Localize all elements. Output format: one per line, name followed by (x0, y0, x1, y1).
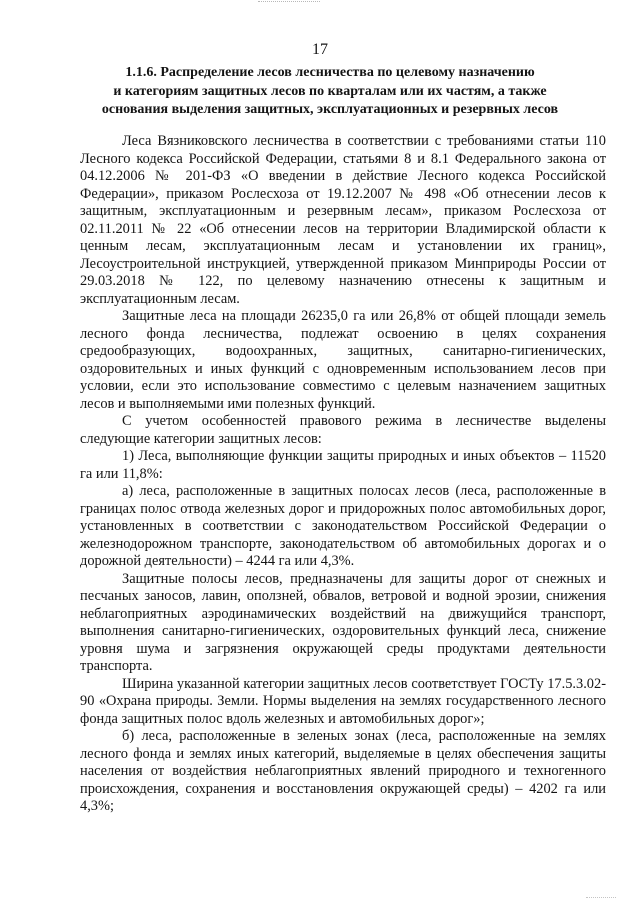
paragraph-category-1: 1) Леса, выполняющие функции защиты природных и иных объектов – 11520 га или 11,8%: (80, 448, 606, 482)
heading-line-2: и категориям защитных лесов по кварталам или их частям, а также (113, 83, 547, 99)
paragraph-strip-width-gost: Ширина указанной категории защитных лесов соответствует ГОСТу 17.5.3.02-90 «Охрана природы. Земли. Нормы выделения на землях государственного лесного фонда защитных полос вдоль железных и автомобильных дорог»; (80, 675, 606, 727)
scan-artifact (258, 1, 320, 5)
paragraph-category-1a: а) леса, расположенные в защитных полосах лесов (леса, расположенные в границах полос отвода железных дорог и придорожных полос автомобильных дорог, установленных в соответствии с законодательством Российской Федерации о железнодорожном транспорте, законодательством об автомобильных дорогах и о дорожной деятельности) – 4244 га или 4,3%. (80, 483, 606, 569)
heading-line-1: 1.1.6. Распределение лесов лесничества по целевому назначению (125, 65, 535, 80)
paragraph-category-1b: б) леса, расположенные в зеленых зонах (леса, расположенные на землях лесного фонда и землях иных категорий, выделяемые в целях обеспечения защиты населения от воздействия неблагоприятных явлений природного и техногенного происхождения, сохранения и восстановления окружающей среды) – 4202 га или 4,3%; (80, 728, 606, 814)
paragraph-legal-basis: Леса Вязниковского лесничества в соответствии с требованиями статьи 110 Лесного кодекса Российской Федерации, статьями 8 и 8.1 Федерального закона от 04.12.2006 № 201-ФЗ «О введении в действие Лесного кодекса Российской Федерации», приказом Рослесхоза от 19.12.2007 № 498 «Об отнесении лесов к защитным, эксплуатационным и резервным лесам», приказом Рослесхоза от 02.11.2011 № 22 «Об отнесении лесов на территории Владимирской области к ценным лесам, эксплуатационным лесам и установлении их границ», Лесоустроительной инструкцией, утвержденной приказом Минприроды России от 29.03.2018 № 122, по целевому назначению отнесены к защитным и эксплуатационным лесам. (80, 133, 606, 307)
section-heading (60, 64, 600, 120)
paragraph-protective-forests-area: Защитные леса на площади 26235,0 га или 26,8% от общей площади земель лесного фонда лесничества, подлежат освоению в целях сохранения средообразующих, водоохранных, защитных, санитарно-гигиенических, оздоровительных и иных функций с одновременным использованием лесов при условии, если это использование совместимо с целевым назначением защитных лесов и выполняемыми ими полезных функций. (80, 308, 606, 412)
paragraph-protective-strips: Защитные полосы лесов, предназначены для защиты дорог от снежных и песчаных заносов, лавин, оползней, обвалов, ветровой и водной эрозии, снижения неблагоприятных аэродинамических воздействий на движущийся транспорт, выполнения санитарно-гигиенических, оздоровительных функций леса, снижение уровня шума и загрязнения окружающей среды продуктами деятельности транспорта. (80, 570, 606, 674)
heading-line-3: основания выделения защитных, эксплуатационных и резервных лесов (101, 102, 559, 117)
paragraph-categories-intro: С учетом особенностей правового режима в лесничестве выделены следующие категории защитных лесов: (80, 413, 606, 447)
page-number: 17 (312, 41, 328, 58)
body-text (80, 133, 606, 816)
scan-artifact (586, 897, 616, 902)
